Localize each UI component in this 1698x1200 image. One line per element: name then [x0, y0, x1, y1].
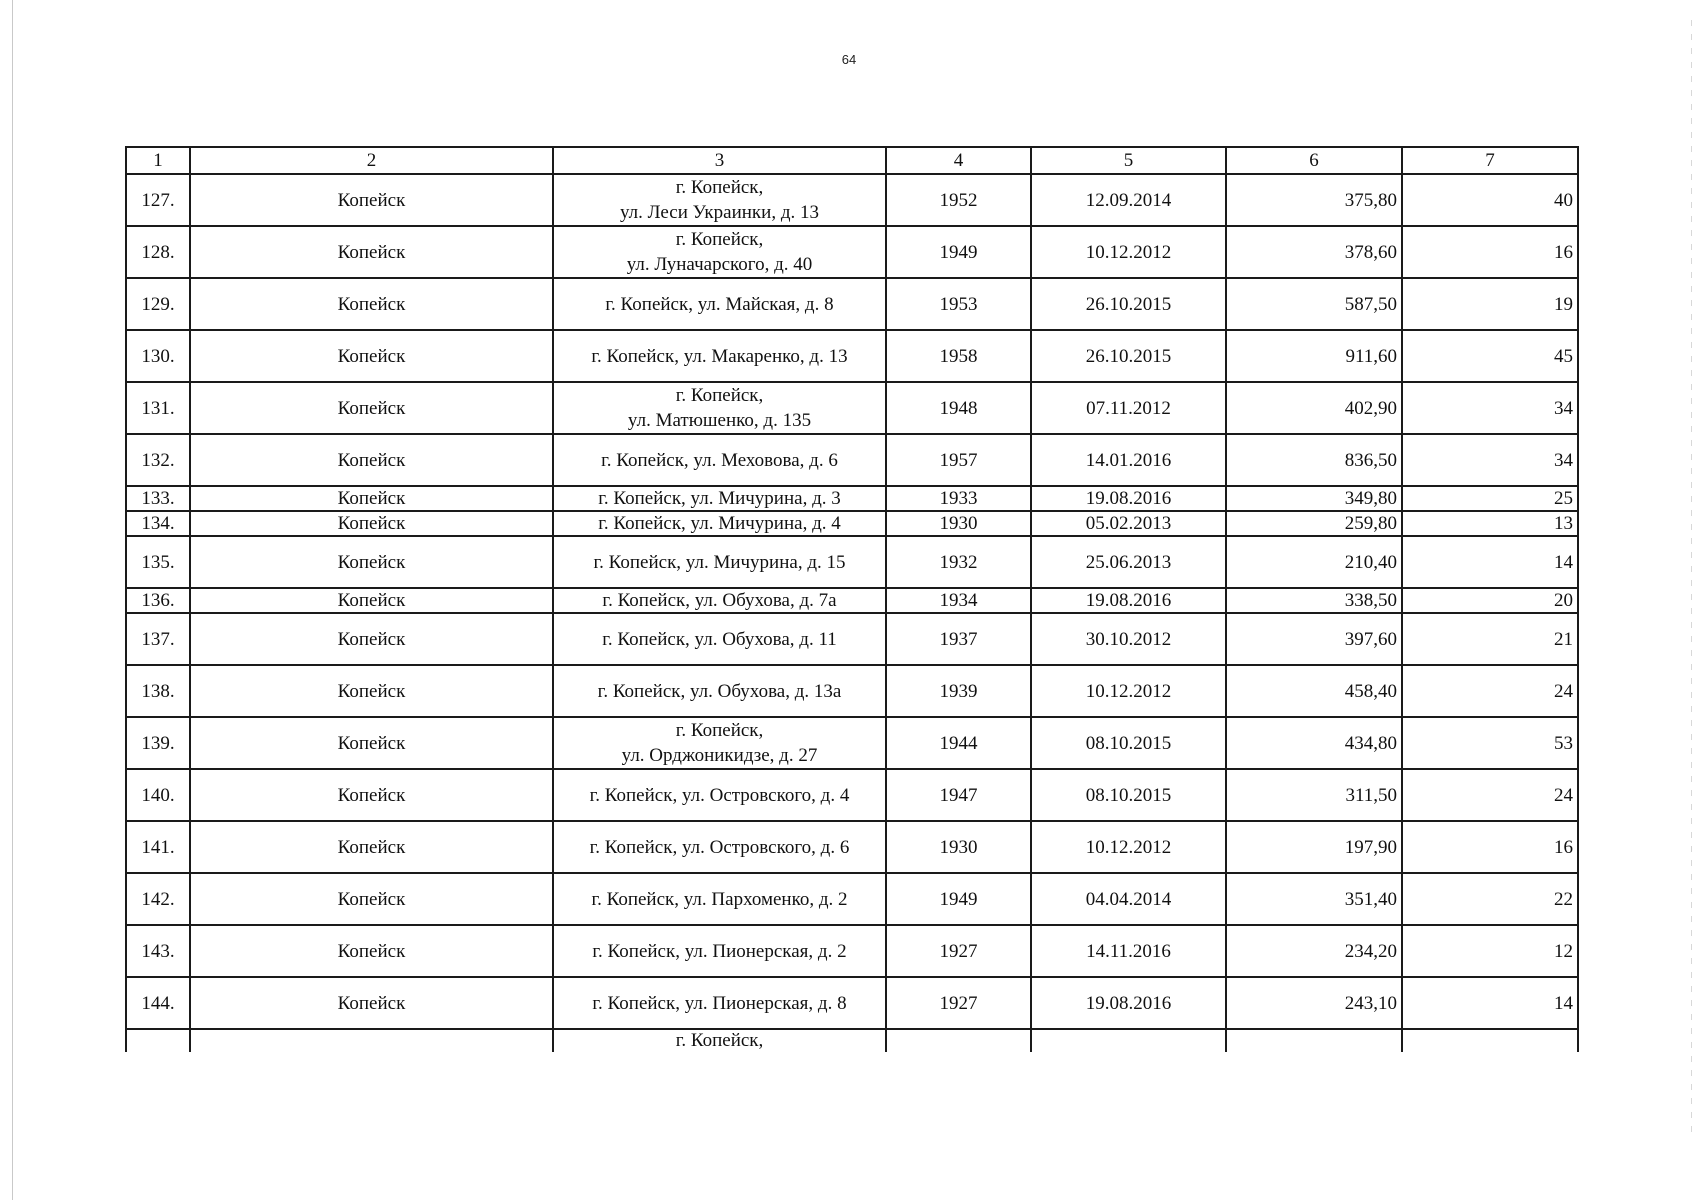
address-line: ул. Леси Украинки, д. 13 [619, 202, 819, 223]
row-number: 133. [126, 486, 190, 511]
area-cell: 397,60 [1226, 613, 1402, 665]
address-line: г. Копейск, ул. Островского, д. 6 [589, 836, 850, 858]
area-cell: 378,60 [1226, 226, 1402, 278]
scan-edge-right [1691, 20, 1692, 1140]
residents-cell: 14 [1402, 977, 1578, 1029]
table-row [126, 434, 1578, 486]
address-line: г. Копейск, [675, 385, 764, 406]
area-cell: 434,80 [1226, 717, 1402, 769]
residents-cell: 40 [1402, 174, 1578, 226]
date-cell: 04.04.2014 [1031, 873, 1226, 925]
empty-cell [126, 1029, 190, 1052]
date-cell: 07.11.2012 [1031, 382, 1226, 434]
municipality-cell: Копейск [190, 821, 553, 873]
municipality-cell: Копейск [190, 486, 553, 511]
address-cell [553, 977, 886, 1029]
residents-cell: 14 [1402, 536, 1578, 588]
date-cell: 10.12.2012 [1031, 665, 1226, 717]
year-built-cell: 1947 [886, 769, 1031, 821]
row-number: 129. [126, 278, 190, 330]
empty-cell [1226, 1029, 1402, 1052]
area-cell: 587,50 [1226, 278, 1402, 330]
address-cell: г. Копейск, [553, 1029, 886, 1052]
address-line: г. Копейск, [675, 720, 764, 741]
column-header: 5 [1031, 147, 1226, 174]
address-cell [553, 174, 886, 226]
municipality-cell: Копейск [190, 330, 553, 382]
date-cell: 14.11.2016 [1031, 925, 1226, 977]
municipality-cell: Копейск [190, 717, 553, 769]
table-row [126, 821, 1578, 873]
municipality-cell: Копейск [190, 769, 553, 821]
municipality-cell: Копейск [190, 665, 553, 717]
municipality-cell: Копейск [190, 511, 553, 536]
date-cell: 10.12.2012 [1031, 226, 1226, 278]
address-cell [553, 511, 886, 536]
year-built-cell: 1948 [886, 382, 1031, 434]
row-number: 134. [126, 511, 190, 536]
date-cell: 12.09.2014 [1031, 174, 1226, 226]
date-cell: 25.06.2013 [1031, 536, 1226, 588]
table-row [126, 613, 1578, 665]
area-cell: 375,80 [1226, 174, 1402, 226]
residents-cell: 12 [1402, 925, 1578, 977]
date-cell: 08.10.2015 [1031, 717, 1226, 769]
address-cell [553, 613, 886, 665]
row-number: 132. [126, 434, 190, 486]
table-row [126, 382, 1578, 434]
area-cell: 197,90 [1226, 821, 1402, 873]
municipality-cell: Копейск [190, 536, 553, 588]
table-row [126, 330, 1578, 382]
row-number: 137. [126, 613, 190, 665]
year-built-cell: 1930 [886, 511, 1031, 536]
column-header: 6 [1226, 147, 1402, 174]
row-number: 140. [126, 769, 190, 821]
address-line: ул. Орджоникидзе, д. 27 [621, 745, 818, 766]
table-row [126, 588, 1578, 613]
municipality-cell: Копейск [190, 925, 553, 977]
area-cell: 210,40 [1226, 536, 1402, 588]
row-number: 130. [126, 330, 190, 382]
year-built-cell: 1953 [886, 278, 1031, 330]
table-row [126, 925, 1578, 977]
area-cell: 836,50 [1226, 434, 1402, 486]
date-cell: 26.10.2015 [1031, 278, 1226, 330]
row-number: 139. [126, 717, 190, 769]
date-cell: 08.10.2015 [1031, 769, 1226, 821]
address-cell [553, 769, 886, 821]
address-line: г. Копейск, ул. Мичурина, д. 4 [598, 512, 841, 534]
housing-register-table [125, 146, 1579, 1052]
column-header: 1 [126, 147, 190, 174]
year-built-cell: 1952 [886, 174, 1031, 226]
area-cell: 243,10 [1226, 977, 1402, 1029]
address-line: г. Копейск, ул. Пионерская, д. 8 [592, 992, 847, 1014]
municipality-cell: Копейск [190, 977, 553, 1029]
date-cell: 19.08.2016 [1031, 486, 1226, 511]
residents-cell: 22 [1402, 873, 1578, 925]
area-cell: 311,50 [1226, 769, 1402, 821]
address-cell [553, 330, 886, 382]
address-cell [553, 873, 886, 925]
municipality-cell: Копейск [190, 873, 553, 925]
address-cell [553, 717, 886, 769]
address-line: г. Копейск, ул. Мичурина, д. 15 [593, 551, 846, 573]
municipality-cell: Копейск [190, 278, 553, 330]
empty-cell [1031, 1029, 1226, 1052]
date-cell: 26.10.2015 [1031, 330, 1226, 382]
area-cell: 338,50 [1226, 588, 1402, 613]
empty-cell [190, 1029, 553, 1052]
address-line: ул. Луначарского, д. 40 [626, 254, 813, 275]
residents-cell: 53 [1402, 717, 1578, 769]
date-cell: 19.08.2016 [1031, 977, 1226, 1029]
date-cell: 30.10.2012 [1031, 613, 1226, 665]
year-built-cell: 1937 [886, 613, 1031, 665]
address-line: г. Копейск, ул. Меховова, д. 6 [601, 449, 838, 471]
residents-cell: 20 [1402, 588, 1578, 613]
table-row [126, 717, 1578, 769]
address-cell [553, 382, 886, 434]
address-cell [553, 588, 886, 613]
address-line: г. Копейск, ул. Макаренко, д. 13 [591, 345, 848, 367]
table-row [126, 873, 1578, 925]
residents-cell: 21 [1402, 613, 1578, 665]
address-line: г. Копейск, ул. Мичурина, д. 3 [598, 487, 841, 509]
address-line: г. Копейск, ул. Пионерская, д. 2 [592, 940, 847, 962]
address-cell [553, 536, 886, 588]
area-cell: 911,60 [1226, 330, 1402, 382]
area-cell: 458,40 [1226, 665, 1402, 717]
year-built-cell: 1934 [886, 588, 1031, 613]
area-cell: 402,90 [1226, 382, 1402, 434]
municipality-cell: Копейск [190, 434, 553, 486]
table-row [126, 226, 1578, 278]
year-built-cell: 1958 [886, 330, 1031, 382]
area-cell: 351,40 [1226, 873, 1402, 925]
table-row-continued [126, 1029, 1578, 1052]
residents-cell: 24 [1402, 665, 1578, 717]
date-cell: 10.12.2012 [1031, 821, 1226, 873]
year-built-cell: 1932 [886, 536, 1031, 588]
residents-cell: 19 [1402, 278, 1578, 330]
address-line: г. Копейск, ул. Обухова, д. 7а [602, 589, 837, 611]
address-line: г. Копейск, ул. Обухова, д. 13а [597, 680, 842, 702]
row-number: 141. [126, 821, 190, 873]
row-number: 136. [126, 588, 190, 613]
row-number: 128. [126, 226, 190, 278]
row-number: 127. [126, 174, 190, 226]
year-built-cell: 1930 [886, 821, 1031, 873]
municipality-cell: Копейск [190, 588, 553, 613]
table-row [126, 511, 1578, 536]
date-cell: 19.08.2016 [1031, 588, 1226, 613]
municipality-cell: Копейск [190, 226, 553, 278]
address-line: г. Копейск, ул. Обухова, д. 11 [602, 628, 837, 650]
area-cell: 234,20 [1226, 925, 1402, 977]
area-cell: 259,80 [1226, 511, 1402, 536]
row-number: 143. [126, 925, 190, 977]
municipality-cell: Копейск [190, 382, 553, 434]
address-line: г. Копейск, ул. Пархоменко, д. 2 [591, 888, 848, 910]
scan-edge-left [12, 0, 13, 1200]
year-built-cell: 1957 [886, 434, 1031, 486]
register-body [126, 174, 1578, 1052]
address-line: г. Копейск, [675, 229, 764, 250]
year-built-cell: 1944 [886, 717, 1031, 769]
year-built-cell: 1927 [886, 925, 1031, 977]
column-header: 7 [1402, 147, 1578, 174]
row-number: 135. [126, 536, 190, 588]
column-header: 4 [886, 147, 1031, 174]
area-cell: 349,80 [1226, 486, 1402, 511]
address-cell [553, 486, 886, 511]
date-cell: 05.02.2013 [1031, 511, 1226, 536]
address-cell [553, 434, 886, 486]
column-number-row [126, 147, 1578, 174]
year-built-cell: 1949 [886, 873, 1031, 925]
year-built-cell: 1933 [886, 486, 1031, 511]
table-row [126, 278, 1578, 330]
page-number: 64 [841, 52, 857, 67]
empty-cell [886, 1029, 1031, 1052]
table-row [126, 769, 1578, 821]
row-number: 131. [126, 382, 190, 434]
column-header: 3 [553, 147, 886, 174]
year-built-cell: 1949 [886, 226, 1031, 278]
empty-cell [1402, 1029, 1578, 1052]
residents-cell: 34 [1402, 382, 1578, 434]
residents-cell: 25 [1402, 486, 1578, 511]
address-cell [553, 226, 886, 278]
residents-cell: 24 [1402, 769, 1578, 821]
address-line: г. Копейск, [675, 177, 764, 198]
table-row [126, 977, 1578, 1029]
column-header: 2 [190, 147, 553, 174]
address-cell [553, 278, 886, 330]
year-built-cell: 1939 [886, 665, 1031, 717]
row-number: 138. [126, 665, 190, 717]
address-line: г. Копейск, ул. Майская, д. 8 [605, 293, 834, 315]
date-cell: 14.01.2016 [1031, 434, 1226, 486]
year-built-cell: 1927 [886, 977, 1031, 1029]
row-number: 142. [126, 873, 190, 925]
residents-cell: 16 [1402, 226, 1578, 278]
address-cell [553, 665, 886, 717]
address-line: ул. Матюшенко, д. 135 [627, 410, 812, 431]
table-row [126, 536, 1578, 588]
table-row [126, 486, 1578, 511]
residents-cell: 45 [1402, 330, 1578, 382]
residents-cell: 34 [1402, 434, 1578, 486]
address-cell [553, 925, 886, 977]
address-line: г. Копейск, ул. Островского, д. 4 [589, 784, 850, 806]
row-number: 144. [126, 977, 190, 1029]
residents-cell: 13 [1402, 511, 1578, 536]
address-cell [553, 821, 886, 873]
table-row [126, 174, 1578, 226]
municipality-cell: Копейск [190, 174, 553, 226]
municipality-cell: Копейск [190, 613, 553, 665]
table-row [126, 665, 1578, 717]
residents-cell: 16 [1402, 821, 1578, 873]
